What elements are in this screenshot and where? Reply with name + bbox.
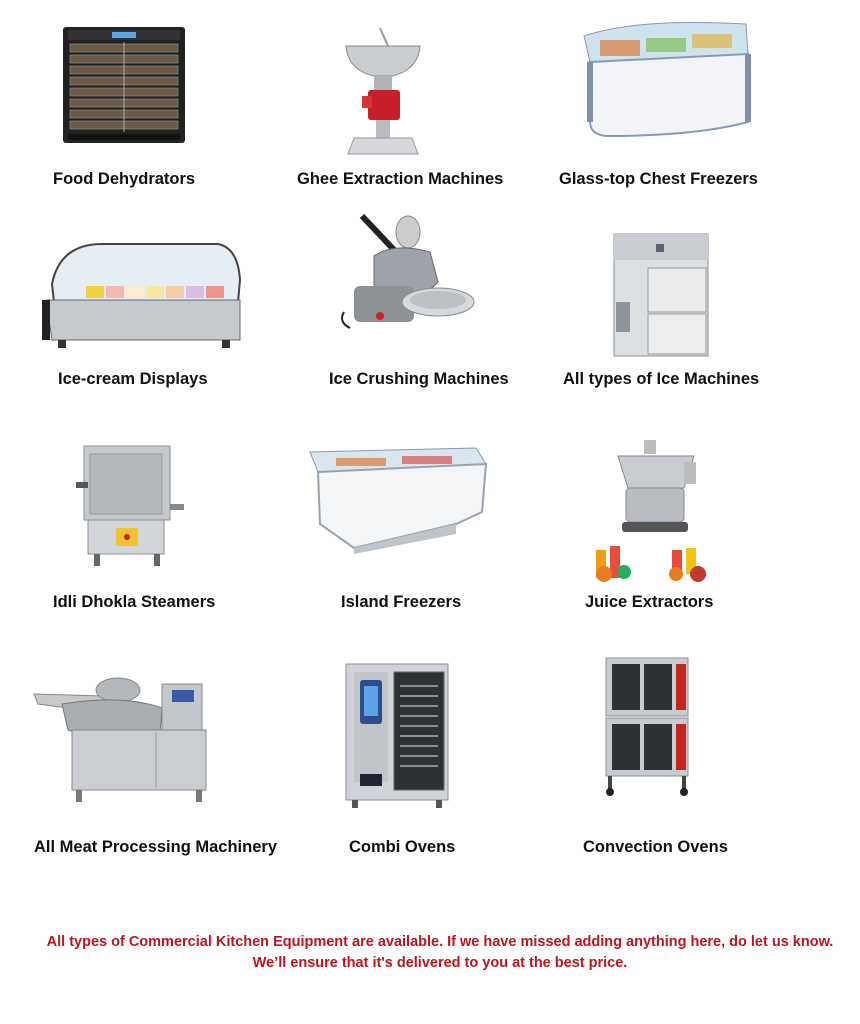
meat-processing-machine-icon bbox=[32, 674, 214, 804]
convection-oven-icon bbox=[604, 656, 690, 798]
product-label: Ghee Extraction Machines bbox=[297, 170, 504, 188]
glass-top-chest-freezer-icon bbox=[576, 18, 752, 142]
product-label: Convection Ovens bbox=[583, 838, 728, 856]
product-label: Ice-cream Displays bbox=[58, 370, 208, 388]
product-label: Juice Extractors bbox=[585, 593, 714, 611]
product-label: All Meat Processing Machinery bbox=[34, 838, 277, 856]
ice-cream-display-icon bbox=[42, 240, 244, 350]
product-label: Idli Dhokla Steamers bbox=[53, 593, 216, 611]
ice-crushing-machine-icon bbox=[334, 212, 476, 340]
ice-machine-icon bbox=[612, 232, 710, 360]
product-label: Island Freezers bbox=[341, 593, 462, 611]
product-label: All types of Ice Machines bbox=[563, 370, 760, 388]
product-label: Ice Crushing Machines bbox=[329, 370, 509, 388]
ghee-extraction-machine-icon bbox=[340, 26, 424, 158]
juice-extractor-icon bbox=[588, 438, 716, 584]
idli-dhokla-steamer-icon bbox=[74, 442, 186, 568]
availability-notice: All types of Commercial Kitchen Equipment are available. If we have missed adding anything here, do let us know. We’ll ensure that it's delivered to you at the best price. bbox=[46, 934, 834, 971]
product-label: Combi Ovens bbox=[349, 838, 456, 856]
combi-oven-icon bbox=[344, 662, 450, 810]
food-dehydrator-icon bbox=[62, 26, 186, 144]
island-freezer-icon bbox=[306, 444, 490, 556]
product-label: Glass-top Chest Freezers bbox=[559, 170, 758, 188]
product-label: Food Dehydrators bbox=[53, 170, 196, 188]
